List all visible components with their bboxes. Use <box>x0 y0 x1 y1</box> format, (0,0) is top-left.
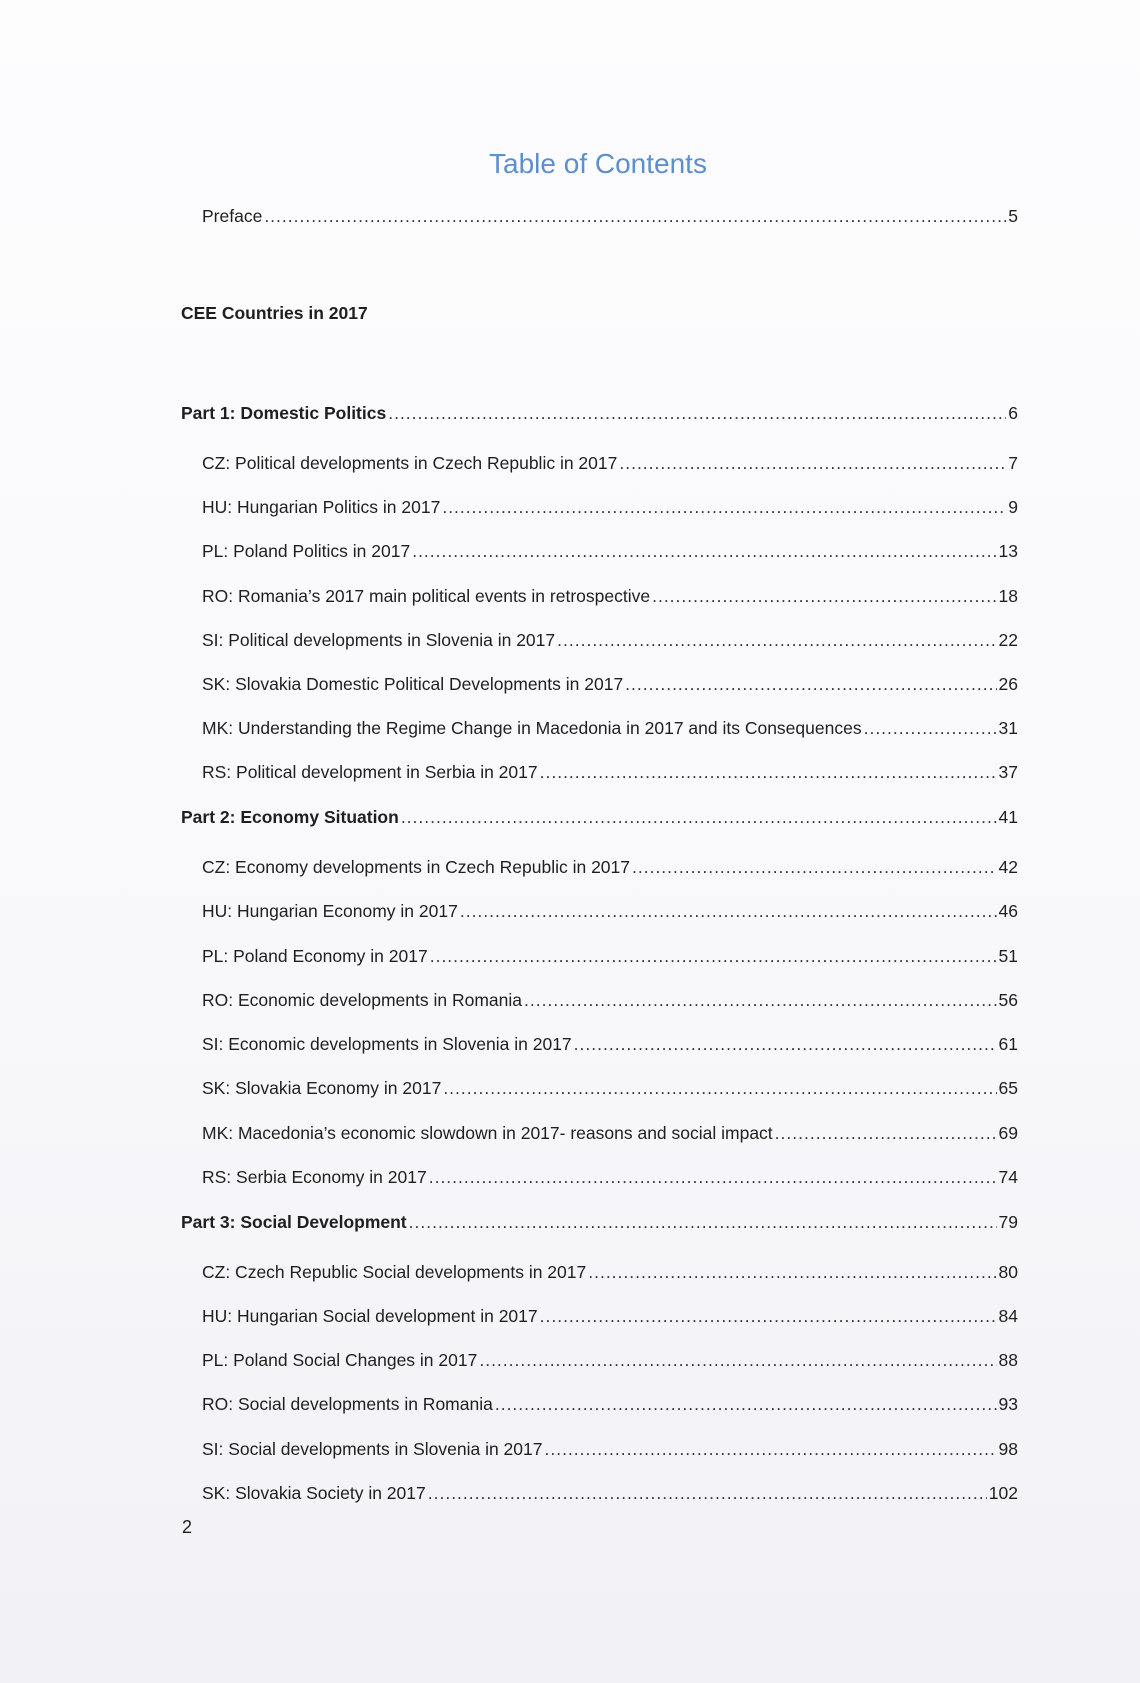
dot-leader <box>588 1262 996 1283</box>
toc-entry[interactable] <box>202 1078 1018 1099</box>
dot-leader <box>557 630 996 651</box>
toc-entry-label: RS: Serbia Economy in 2017 <box>202 1167 427 1187</box>
toc-page-number: 56 <box>998 990 1018 1010</box>
dot-leader <box>429 1167 997 1188</box>
toc-page-number: 22 <box>998 630 1018 650</box>
toc-entry[interactable] <box>202 946 1018 967</box>
toc-entry[interactable] <box>202 857 1018 878</box>
toc-page-number: 37 <box>998 762 1018 782</box>
dot-leader <box>540 1306 997 1327</box>
page-number: 2 <box>182 1517 193 1537</box>
toc-entry-label: CZ: Economy developments in Czech Republic in 2017 <box>202 857 630 877</box>
dot-leader <box>632 857 997 878</box>
toc-entry-label: MK: Macedonia’s economic slowdown in 2017- reasons and social impact <box>202 1123 773 1143</box>
dot-leader <box>428 1483 987 1504</box>
toc-entry-preface[interactable] <box>202 206 1018 227</box>
toc-entry[interactable] <box>202 901 1018 922</box>
toc-page-number: 98 <box>998 1439 1018 1459</box>
toc-entry[interactable] <box>202 674 1018 695</box>
dot-leader <box>401 807 997 828</box>
toc-entry[interactable] <box>202 1306 1018 1327</box>
toc-entry-label: PL: Poland Economy in 2017 <box>202 946 428 966</box>
toc-entry[interactable] <box>202 1123 1018 1144</box>
toc-entry[interactable] <box>202 718 1018 739</box>
toc-page-number: 31 <box>998 718 1018 738</box>
toc-page-number: 102 <box>988 1483 1018 1503</box>
toc-entry-label: SI: Political developments in Slovenia in 2017 <box>202 630 556 650</box>
toc-entry-label: RS: Political development in Serbia in 2017 <box>202 762 538 782</box>
toc-entry-label: HU: Hungarian Politics in 2017 <box>202 497 441 517</box>
dot-leader <box>864 718 997 739</box>
toc-part-label: Part 2: Economy Situation <box>181 807 399 827</box>
toc-part-1[interactable] <box>181 403 1018 424</box>
dot-leader <box>540 762 997 783</box>
dot-leader <box>495 1394 997 1415</box>
toc-entry[interactable] <box>202 1034 1018 1055</box>
toc-entry-label: SK: Slovakia Domestic Political Developments in 2017 <box>202 674 624 694</box>
toc-entry[interactable] <box>202 630 1018 651</box>
toc-entry[interactable] <box>202 1483 1018 1504</box>
toc-entry[interactable] <box>202 1167 1018 1188</box>
toc-entry[interactable] <box>202 497 1018 518</box>
toc-entry[interactable] <box>202 1262 1018 1283</box>
toc-page-number: 61 <box>998 1034 1018 1054</box>
toc-page-number: 69 <box>998 1123 1018 1143</box>
toc-page-number: 46 <box>998 901 1018 921</box>
dot-leader <box>443 1078 996 1099</box>
dot-leader <box>412 541 996 562</box>
toc-entry-label: Preface <box>202 206 263 226</box>
toc-entry-label: RO: Social developments in Romania <box>202 1394 493 1414</box>
toc-entry[interactable] <box>202 1394 1018 1415</box>
toc-entry-label: MK: Understanding the Regime Change in Macedonia in 2017 and its Consequences <box>202 718 862 738</box>
dot-leader <box>388 403 1006 424</box>
toc-part-3[interactable] <box>181 1212 1018 1233</box>
toc-entry-label: CZ: Czech Republic Social developments in 2017 <box>202 1262 587 1282</box>
toc-entry-label: RO: Romania’s 2017 main political events in retrospective <box>202 586 651 606</box>
toc-entry-label: SK: Slovakia Society in 2017 <box>202 1483 426 1503</box>
dot-leader <box>619 453 1006 474</box>
toc-page-number: 79 <box>998 1212 1018 1232</box>
toc-entry[interactable] <box>202 586 1018 607</box>
toc-page-number: 9 <box>1008 497 1018 517</box>
toc-entry-label: PL: Poland Politics in 2017 <box>202 541 411 561</box>
toc-entry-label: RO: Economic developments in Romania <box>202 990 523 1010</box>
dot-leader <box>524 990 997 1011</box>
toc-page-number: 51 <box>998 946 1018 966</box>
toc-entry-label: HU: Hungarian Social development in 2017 <box>202 1306 538 1326</box>
dot-leader <box>625 674 996 695</box>
toc-page-number: 42 <box>998 857 1018 877</box>
dot-leader <box>430 946 997 967</box>
toc-entry[interactable] <box>202 453 1018 474</box>
toc-entry-label: SK: Slovakia Economy in 2017 <box>202 1078 442 1098</box>
dot-leader <box>409 1212 997 1233</box>
toc-entry[interactable] <box>202 541 1018 562</box>
toc-page-number: 18 <box>998 586 1018 606</box>
dot-leader <box>460 901 997 922</box>
toc-entry-label: SI: Economic developments in Slovenia in 2017 <box>202 1034 572 1054</box>
toc-page-number: 13 <box>998 541 1018 561</box>
toc-page-number: 74 <box>998 1167 1018 1187</box>
toc-page-number: 93 <box>998 1394 1018 1414</box>
dot-leader <box>574 1034 997 1055</box>
toc-entry[interactable] <box>202 1350 1018 1371</box>
toc-page-number: 84 <box>998 1306 1018 1326</box>
toc-entry-label: PL: Poland Social Changes in 2017 <box>202 1350 478 1370</box>
toc-entry[interactable] <box>202 762 1018 783</box>
toc-entry[interactable] <box>202 1439 1018 1460</box>
toc-part-label: Part 3: Social Development <box>181 1212 407 1232</box>
toc-page-number: 80 <box>998 1262 1018 1282</box>
toc-entry-label: SI: Social developments in Slovenia in 2017 <box>202 1439 543 1459</box>
dot-leader <box>442 497 1006 518</box>
dot-leader <box>652 586 996 607</box>
toc-page-number: 26 <box>998 674 1018 694</box>
toc-page-number: 7 <box>1008 453 1018 473</box>
toc-page-number: 41 <box>998 807 1018 827</box>
toc-entry-label: HU: Hungarian Economy in 2017 <box>202 901 458 921</box>
section-heading: CEE Countries in 2017 <box>181 303 368 323</box>
toc-part-2[interactable] <box>181 807 1018 828</box>
toc-part-label: Part 1: Domestic Politics <box>181 403 387 423</box>
toc-entry[interactable] <box>202 990 1018 1011</box>
toc-page-number: 65 <box>998 1078 1018 1098</box>
toc-page-number: 6 <box>1008 403 1018 423</box>
toc-page-number: 88 <box>998 1350 1018 1370</box>
dot-leader <box>479 1350 996 1371</box>
page-title: Table of Contents <box>489 148 707 179</box>
dot-leader <box>775 1123 997 1144</box>
toc-entry-label: CZ: Political developments in Czech Republic in 2017 <box>202 453 618 473</box>
toc-page-number: 5 <box>1008 206 1018 226</box>
dot-leader <box>264 206 1006 227</box>
dot-leader <box>545 1439 997 1460</box>
